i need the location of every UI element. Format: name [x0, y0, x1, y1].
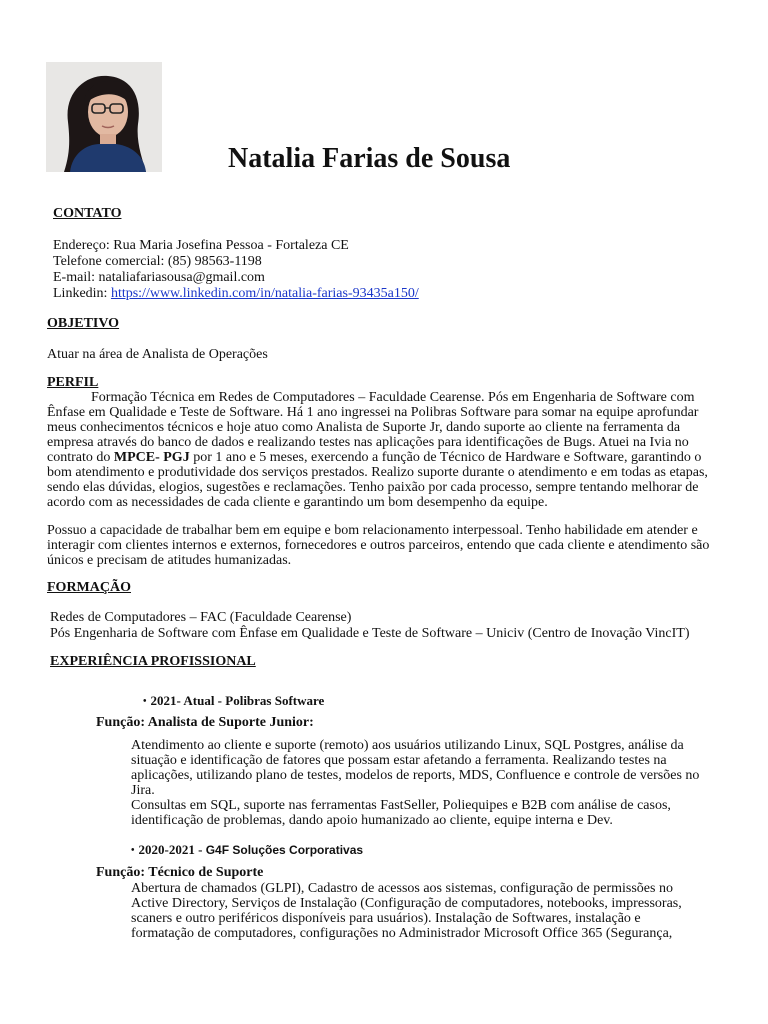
profile-photo: [46, 62, 162, 172]
linkedin-line: [53, 286, 419, 302]
formacao-item: Redes de Computadores – FAC (Faculdade Cearense): [50, 610, 352, 625]
perfil-paragraph-1: Formação Técnica em Redes de Computadores – Faculdade Cearense. Pós em Engenharia de Software com Ênfase em Qualidade e Teste de Software. Há 1 ano ingressei na Polibras Software para somar na equipe aprofundar meus conhecimentos técnicos e hoje atuo como Analista de Suporte Jr, dando suporte ao cliente na ferramenta da empresa através do banco de dados e realizando testes nas aplicações para identificações de Bugs. Atuei na Ivia no contrato do MPCE- PGJ por 1 ano e 5 meses, exercendo a função de Técnico de Hardware e Software, garantindo o bom atendimento e produtividade dos serviços prestados. Realizo suporte durante o atendimento e em todas as etapas, sendo elas dúvidas, elogios, sugestões e reclamações. Tenho paixão por cada processo, sempre tentando melhorar de acordo com as necessidades de cada cliente e garantindo um bom desempenho da equipe.: [47, 390, 708, 510]
contato-heading: CONTATO: [53, 206, 122, 221]
email-label: E-mail:: [53, 270, 99, 285]
perfil-paragraph-2: Possuo a capacidade de trabalhar bem em equipe e bom relacionamento interpessoal. Tenho habilidade em atender e interagir com clientes internos e externos, fornecedores e outros parceiros, entendo que cada cliente e atendimento são únicos e precisam de atitudes humanizadas.: [47, 523, 710, 568]
phone-line: [53, 254, 262, 270]
phone-label: Telefone comercial:: [53, 254, 168, 269]
linkedin-link[interactable]: https://www.linkedin.com/in/natalia-farias-93435a150/: [110, 286, 419, 301]
email-line: [53, 270, 265, 286]
address-value: Rua Maria Josefina Pessoa - Fortaleza CE: [113, 238, 349, 253]
formacao-item: Pós Engenharia de Software com Ênfase em Qualidade e Teste de Software – Uniciv (Centro de Inovação VincIT): [50, 626, 690, 641]
job-description: Atendimento ao cliente e suporte (remoto) aos usuários utilizando Linux, SQL Postgres, análise da situação e identificação de fatores que possam estar afetando a ferramenta. Realizando testes na aplicações, utilizando plano de testes, modelos de reports, MDS, Confluence e controle de versões no Jira.: [131, 738, 700, 798]
job-role: Função: Técnico de Suporte: [96, 865, 264, 880]
objetivo-heading: OBJETIVO: [47, 316, 120, 331]
company-name: G4F Soluções Corporativas: [205, 843, 364, 857]
address-line: [53, 238, 349, 254]
bullet-icon: •: [131, 845, 135, 856]
linkedin-label: Linkedin:: [53, 286, 111, 301]
experiencia-heading: EXPERIÊNCIA PROFISSIONAL: [50, 654, 256, 669]
bullet-icon: •: [143, 696, 147, 707]
job-role: Função: Analista de Suporte Junior:: [96, 715, 314, 730]
formacao-heading: FORMAÇÃO: [47, 580, 131, 595]
job-period: • 2021- Atual - Polibras Software: [143, 693, 325, 708]
job-description: Consultas em SQL, suporte nas ferramentas FastSeller, Poliequipes e B2B com análise de casos, identificação de problemas, dando apoio humanizado ao cliente, equipe interna e Dev.: [131, 798, 671, 828]
objetivo-text: Atuar na área de Analista de Operações: [47, 347, 268, 362]
phone-value: (85) 98563-1198: [167, 254, 262, 269]
job-description: Abertura de chamados (GLPI), Cadastro de acessos aos sistemas, configuração de permissões no Active Directory, Serviços de Instalação (Configuração de computadores, notebooks, impressoras, scaners e outro periféricos disponíveis para usuários). Instalação de Softwares, instalação e formatação de computadores, configurações no Administrador Microsoft Office 365 (Segurança,: [131, 881, 682, 941]
email-value: nataliafariasousa@gmail.com: [98, 270, 265, 285]
perfil-highlight: MPCE- PGJ: [113, 450, 190, 465]
perfil-heading: PERFIL: [47, 375, 99, 390]
address-label: Endereço:: [53, 238, 114, 253]
candidate-name: Natalia Farias de Sousa: [228, 143, 511, 174]
job-period: • 2020-2021 - G4F Soluções Corporativas: [131, 842, 364, 857]
